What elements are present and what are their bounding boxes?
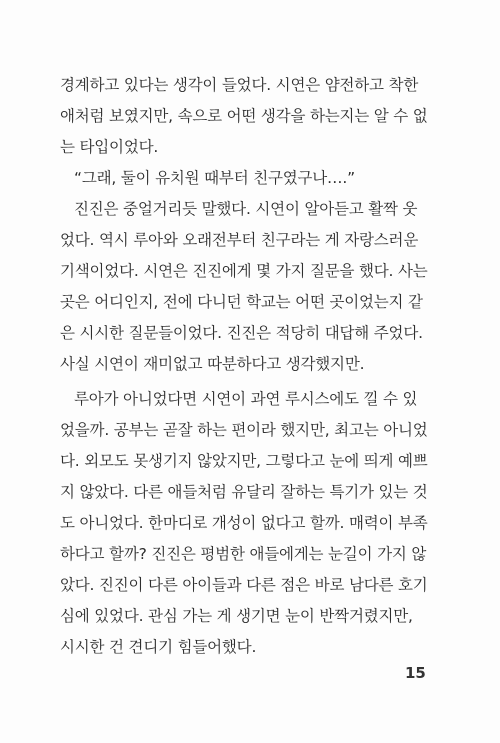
text-line: 경계하고 있다는 생각이 들었다. 시연은 얌전하고 착한 bbox=[60, 76, 419, 94]
text-line: 는 타입이었다. bbox=[60, 138, 159, 156]
text-line: 애처럼 보였지만, 속으로 어떤 생각을 하는지는 알 수 없 bbox=[60, 107, 428, 125]
text-line: 지 않았다. 다른 애들처럼 유달리 잘하는 특기가 있는 것 bbox=[60, 483, 428, 501]
text-line: 았다. 진진이 다른 아이들과 다른 점은 바로 남다른 호기 bbox=[60, 576, 428, 594]
text-line: 심에 있었다. 관심 가는 게 생기면 눈이 반짝거렸지만, bbox=[60, 607, 413, 625]
text-line: 곳은 어디인지, 전에 다니던 학교는 어떤 곳이었는지 같 bbox=[60, 293, 423, 311]
text-line: 다. 외모도 못생기지 않았지만, 그렇다고 눈에 띄게 예쁘 bbox=[60, 452, 428, 470]
text-line: 었을까. 공부는 곧잘 하는 편이라 했지만, 최고는 아니었 bbox=[60, 421, 428, 439]
body-text bbox=[60, 70, 460, 663]
text-line: 루아가 아니었다면 시연이 과연 루시스에도 낄 수 있 bbox=[74, 390, 418, 408]
text-line: 시시한 건 견디기 힘들어했다. bbox=[60, 638, 257, 656]
page-number: 15 bbox=[405, 664, 426, 682]
text-line: 었다. 역시 루아와 오래전부터 친구라는 게 자랑스러운 bbox=[60, 231, 419, 249]
text-line: 은 시시한 질문들이었다. 진진은 적당히 대답해 주었다. bbox=[60, 324, 423, 342]
text-line: 사실 시연이 재미없고 따분하다고 생각했지만. bbox=[60, 355, 365, 373]
text-line: 진진은 중얼거리듯 말했다. 시연이 알아듣고 활짝 웃 bbox=[74, 200, 418, 218]
dialogue-line: “그래, 둘이 유치원 때부터 친구였구나….” bbox=[74, 169, 355, 187]
text-line: 기색이었다. 시연은 진진에게 몇 가지 질문을 했다. 사는 bbox=[60, 262, 428, 280]
text-line: 하다고 할까? 진진은 평범한 애들에게는 눈길이 가지 않 bbox=[60, 545, 427, 563]
text-line: 도 아니었다. 한마디로 개성이 없다고 할까. 매력이 부족 bbox=[60, 514, 428, 532]
